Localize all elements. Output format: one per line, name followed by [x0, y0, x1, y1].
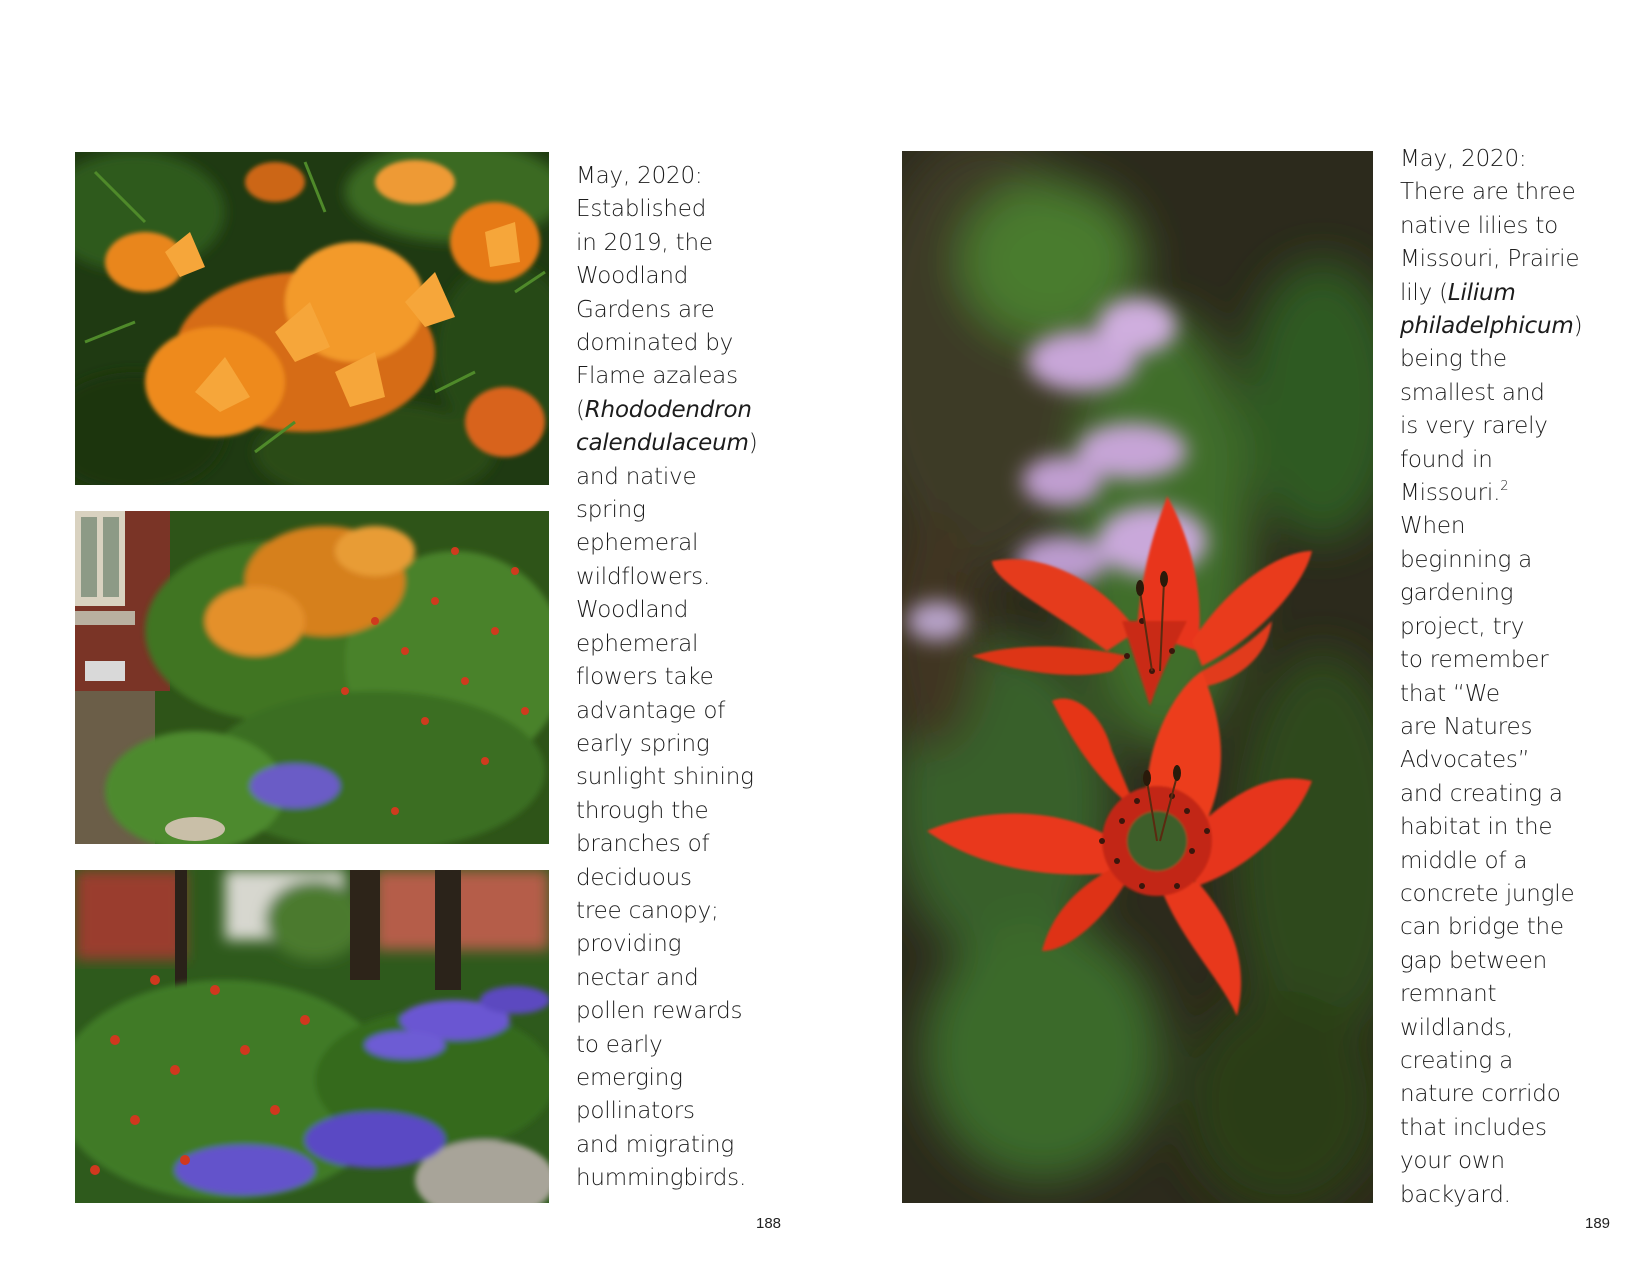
caption-text: and migrating	[576, 1131, 734, 1158]
caption-text: lily (	[1400, 279, 1448, 306]
caption-text: Missouri, Prairie	[1400, 246, 1580, 273]
caption-line	[576, 594, 806, 627]
caption-text: hummingbirds.	[576, 1165, 747, 1192]
woodland-garden-photo	[75, 511, 549, 844]
caption-line	[576, 561, 806, 594]
caption-text: to early	[576, 1031, 663, 1058]
page-number: 188	[756, 1215, 782, 1232]
caption-text: dominated by	[576, 330, 734, 357]
caption-text: beginning a	[1400, 546, 1533, 573]
caption-line	[576, 1029, 806, 1062]
caption-line	[576, 427, 806, 460]
caption-line	[1400, 1012, 1630, 1045]
caption-line	[576, 995, 806, 1028]
caption-line	[576, 761, 806, 794]
caption-text: Woodland	[576, 263, 689, 290]
caption-line	[1400, 1179, 1630, 1212]
caption-line	[576, 227, 806, 260]
columbine-phlox-photo	[75, 870, 549, 1203]
caption-line	[1400, 611, 1630, 644]
right-caption	[1400, 143, 1630, 1212]
caption-line	[1400, 778, 1630, 811]
caption-line	[576, 728, 806, 761]
caption-text: can bridge the	[1400, 914, 1564, 941]
caption-text: concrete jungle	[1400, 880, 1575, 907]
caption-line	[576, 1162, 806, 1195]
caption-line	[1400, 176, 1630, 209]
caption-line	[576, 1095, 806, 1128]
flame-azalea-photo	[75, 152, 549, 485]
caption-line	[1400, 243, 1630, 276]
page-number: 189	[1585, 1215, 1611, 1232]
caption-text: middle of a	[1400, 847, 1528, 874]
caption-line	[576, 862, 806, 895]
caption-line	[576, 193, 806, 226]
right-page	[825, 0, 1650, 1275]
caption-text: native lilies to	[1400, 212, 1559, 239]
caption-text: sunlight shining	[576, 764, 754, 791]
caption-text: being the	[1400, 346, 1507, 373]
caption-text: 2	[1500, 479, 1509, 495]
caption-line	[576, 895, 806, 928]
caption-line	[576, 294, 806, 327]
caption-line	[576, 1062, 806, 1095]
caption-line	[576, 461, 806, 494]
caption-line	[576, 628, 806, 661]
caption-text: May, 2020:	[576, 163, 703, 189]
caption-line	[576, 394, 806, 427]
caption-line	[1400, 644, 1630, 677]
caption-text: philadelphicum	[1400, 313, 1574, 340]
caption-text: Advocates”	[1400, 747, 1530, 774]
caption-line	[576, 260, 806, 293]
caption-text: and native	[576, 463, 697, 490]
caption-line	[576, 928, 806, 961]
caption-text: that “We	[1400, 680, 1500, 707]
caption-line	[1400, 1078, 1630, 1111]
caption-text: project, try	[1400, 613, 1525, 640]
caption-text: providing	[576, 931, 682, 958]
caption-line	[1400, 510, 1630, 543]
caption-text: May, 2020:	[1400, 146, 1527, 172]
caption-line	[576, 527, 806, 560]
caption-line	[1400, 410, 1630, 443]
caption-text: creating a	[1400, 1047, 1514, 1074]
caption-text: tree canopy;	[576, 897, 719, 924]
caption-line	[1400, 343, 1630, 376]
caption-line	[1400, 1045, 1630, 1078]
caption-line	[1400, 945, 1630, 978]
caption-text: in 2019, the	[576, 229, 713, 256]
caption-text: Missouri.	[1400, 480, 1501, 507]
caption-text: ephemeral	[576, 530, 699, 557]
caption-text: emerging	[576, 1064, 683, 1091]
caption-text: wildlands,	[1400, 1014, 1514, 1041]
caption-text: nature corrido	[1400, 1081, 1561, 1108]
caption-line	[576, 494, 806, 527]
caption-text: found in	[1400, 446, 1493, 473]
caption-text: advantage of	[576, 697, 726, 724]
caption-text: to remember	[1400, 647, 1549, 674]
caption-text: gardening	[1400, 580, 1514, 607]
caption-line	[1400, 1112, 1630, 1145]
caption-line	[1400, 845, 1630, 878]
caption-line	[576, 1129, 806, 1162]
caption-line	[576, 695, 806, 728]
caption-line	[1400, 1145, 1630, 1178]
caption-text: your own	[1400, 1148, 1505, 1175]
caption-text: is very rarely	[1400, 413, 1548, 440]
caption-text: Rhododendron	[584, 396, 752, 423]
caption-line	[1400, 744, 1630, 777]
caption-text: through the	[576, 797, 709, 824]
caption-line	[576, 795, 806, 828]
caption-text: calendulaceum	[576, 430, 749, 457]
caption-line	[1400, 678, 1630, 711]
caption-line	[576, 661, 806, 694]
caption-line	[1400, 377, 1630, 410]
caption-text: Established	[576, 196, 707, 223]
caption-line	[1400, 911, 1630, 944]
prairie-lily-photo	[902, 151, 1373, 1203]
caption-text: Lilium	[1447, 279, 1516, 306]
caption-text: deciduous	[576, 864, 692, 891]
caption-text: Flame azaleas	[576, 363, 738, 390]
caption-line	[1400, 978, 1630, 1011]
caption-text: and creating a	[1400, 780, 1563, 807]
caption-line	[1400, 711, 1630, 744]
caption-text: (	[576, 396, 585, 423]
caption-text: )	[1573, 313, 1583, 340]
caption-text: gap between	[1400, 947, 1548, 974]
caption-text: early spring	[576, 730, 710, 757]
caption-line	[1400, 477, 1630, 510]
caption-line	[1400, 577, 1630, 610]
caption-text: Woodland	[576, 597, 689, 624]
caption-text: Gardens are	[576, 296, 715, 323]
caption-line	[1400, 310, 1630, 343]
caption-text: ephemeral	[576, 630, 699, 657]
caption-line	[576, 160, 806, 193]
caption-text: habitat in the	[1400, 814, 1553, 841]
caption-text: backyard.	[1400, 1181, 1511, 1208]
caption-text: pollen rewards	[576, 998, 743, 1025]
caption-text: pollinators	[576, 1098, 695, 1125]
caption-text: remnant	[1400, 981, 1497, 1008]
caption-text: nectar and	[576, 964, 699, 991]
caption-text: are Natures	[1400, 713, 1533, 740]
caption-line	[1400, 544, 1630, 577]
caption-text: flowers take	[576, 664, 714, 691]
caption-text: branches of	[576, 831, 710, 858]
caption-line	[1400, 143, 1630, 176]
caption-line	[576, 360, 806, 393]
caption-text: There are three	[1400, 179, 1576, 206]
caption-line	[1400, 878, 1630, 911]
caption-text: spring	[576, 497, 646, 524]
caption-line	[1400, 811, 1630, 844]
caption-line	[1400, 210, 1630, 243]
caption-line	[576, 327, 806, 360]
caption-line	[1400, 277, 1630, 310]
left-caption	[576, 160, 806, 1196]
caption-line	[576, 962, 806, 995]
caption-text: smallest and	[1400, 379, 1545, 406]
caption-text: wildflowers.	[576, 563, 711, 590]
caption-text: )	[748, 430, 758, 457]
caption-line	[1400, 444, 1630, 477]
caption-text: When	[1400, 513, 1466, 540]
caption-text: that includes	[1400, 1114, 1547, 1141]
caption-line	[576, 828, 806, 861]
